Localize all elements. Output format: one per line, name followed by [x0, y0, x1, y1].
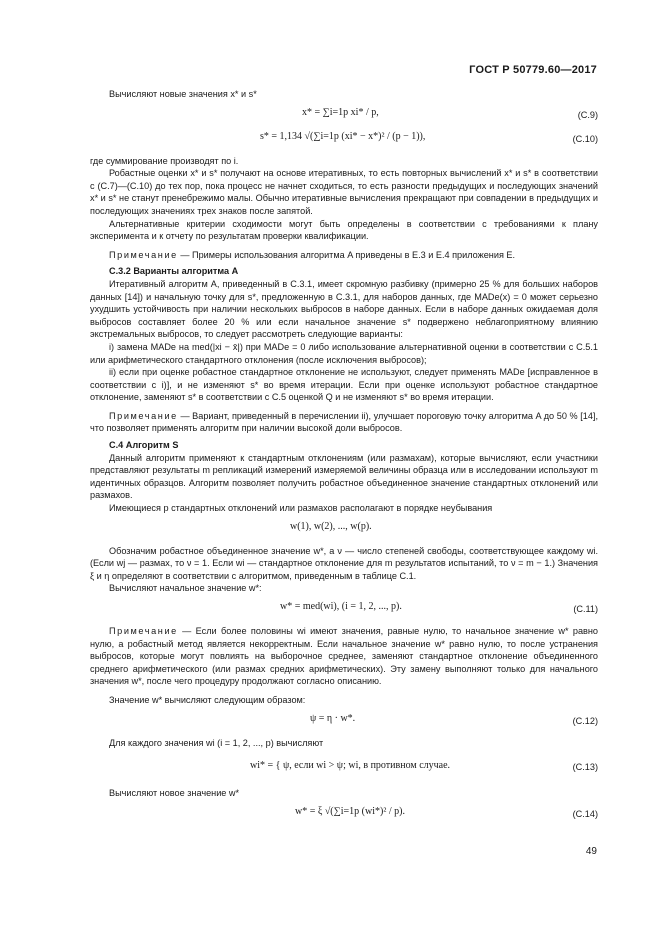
equation-c10 — [90, 131, 598, 149]
page-number: 49 — [585, 846, 597, 857]
paragraph: Имеющиеся p стандартных отклонений или размахов располагают в порядке неубывания — [109, 503, 493, 514]
paragraph: Альтернативные критерии сходимости могут быть определены в соответствии с требованиями к плану эксперимента и к отчету по результатам проверки квалификации. — [90, 218, 598, 242]
note-label: Примечание — [109, 249, 178, 260]
paragraph: Данный алгоритм применяют к стандартным отклонениям (или размахам), которые вычисляют, если участники представляют результаты m репликаций измерений измеряемой величины образца или в исследовании используют m идентичных образцов. Алгоритм позволяет получить робастное объединенное значение стандартных отклонений или размахов. — [90, 452, 598, 501]
equation-number: (С.12) — [572, 715, 598, 726]
equation-formula: x* = ∑i=1p xi* / p, — [302, 106, 379, 118]
note-text: — Вариант, приведенный в перечислении ii), улучшает пороговую точку алгоритма A до 50 % [14], что позволяет применять алгоритм при наличии высокой доли выбросов. — [90, 410, 598, 434]
equation-formula: s* = 1,134 √(∑i=1p (xi* − x*)² / (p − 1)), — [260, 130, 426, 142]
paragraph: Вычисляют новое значение w* — [109, 788, 240, 799]
equation-formula: wi* = { ψ, если wi > ψ; wi, в противном случае. — [250, 760, 451, 772]
equation-formula: w* = med(wi), (i = 1, 2, ..., p). — [280, 601, 402, 612]
standard-header: ГОСТ Р 50779.60—2017 — [469, 64, 597, 76]
equation-c9 — [90, 107, 598, 125]
equation-formula: w* = ξ √(∑i=1p (wi*)² / p). — [295, 805, 405, 817]
page-content — [90, 88, 598, 830]
note-text: — Примеры использования алгоритма A приведены в Е.3 и Е.4 приложения Е. — [177, 249, 516, 260]
equation-c14 — [90, 806, 598, 824]
equation-number: (С.14) — [572, 808, 598, 819]
note — [90, 249, 598, 262]
equation-formula: ψ = η · w*. — [310, 712, 356, 724]
equation-formula: w(1), w(2), ..., w(p). — [290, 520, 372, 532]
note-text: — Если более половины wi имеют значения, равные нулю, то начальное значение w* равно нулю, а робастный метод является некорректным. Если начальное значение w* равно нулю, то после устранения выбросов, которые могут повлиять на выборочное среднее, заменяют стандартное отклонение объединенного среднего арифметического (или размах средних арифметических). Эту замену выполняют только для начального значения w*, после чего процедуру продолжают согласно описанию. — [90, 626, 598, 687]
paragraph: Для каждого значения wi (i = 1, 2, ..., p) вычисляют — [109, 737, 324, 748]
paragraph: Итеративный алгоритм A, приведенный в С.3.1, имеет скромную разбивку (примерно 25 % для больших наборов данных [14]) и начальную точку для s*, предложенную в С.3.1, для наборов данных, где MADe(x) = 0 может серьезно ухудшить устойчивость при наличии нескольких выбросов в наборе данных. Если в наборе данных ожидаемая доля выбросов составляет более 20 % или если начальное значение s* подвержено неблагоприятному влиянию экстремальных выбросов, то следует рассмотреть следующие варианты: — [90, 278, 598, 340]
equation-number: (С.9) — [577, 109, 598, 120]
note — [90, 625, 598, 688]
section-heading: С.4 Алгоритм S — [109, 440, 179, 451]
list-item: i) замена MADe на med(|xi − x̄|) при MADe = 0 либо использование альтернативной оценки в соответствии с С.5.1 или арифметического стандартного отклонения (после исключения выбросов); — [90, 341, 598, 365]
equation-c13 — [90, 755, 598, 781]
note-label: Примечание — [109, 410, 178, 421]
equation-c12 — [90, 713, 598, 731]
paragraph: Вычисляют начальное значение w*: — [109, 583, 262, 594]
equation-number: (С.11) — [573, 604, 598, 614]
equation-number: (С.10) — [572, 133, 598, 144]
list-item: ii) если при оценке робастное стандартное отклонение не используют, следует применять MADe [исправленное в соответствии с i)], и не изменяют s* во время итерации. Если при оценке используют робастное стандартное отклонение, заменяют s* в соответствии с С.5 оценкой Q и не изменяют s* во время итерации. — [90, 367, 598, 403]
equation-number: (С.13) — [572, 762, 598, 773]
paragraph: где суммирование производят по i. — [90, 155, 239, 166]
note-label: Примечание — [109, 626, 178, 636]
equation-c11 — [90, 601, 598, 619]
paragraph: Вычисляют новые значения x* и s* — [109, 89, 257, 99]
note — [90, 410, 598, 435]
paragraph: Обозначим робастное объединенное значение w*, а ν — число степеней свободы, соответствующее каждому wi. (Если wj — размах, то ν = 1. Если wi — стандартное отклонение для m результатов испытаний, то ν = m − 1.) Значения ξ и η определяют в соответствии с алгоритмом, приведенным в таблице С.1. — [90, 545, 598, 581]
equation-ordered-values — [90, 521, 598, 539]
section-heading: С.3.2 Варианты алгоритма A — [109, 266, 239, 277]
paragraph: Робастные оценки x* и s* получают на основе итеративных, то есть повторных вычислений x* и s* в соответствии с (С.7)—(С.10) до тех пор, пока процесс не начнет сходиться, то есть разности предыдущих и последующих значений x* и s* не станут пренебрежимо малы. Обычно итеративные вычисления прекращают при совпадении в предыдущих и последующих значениях трех знаков после запятой. — [90, 168, 598, 216]
paragraph: Значение w* вычисляют следующим образом: — [109, 694, 306, 705]
